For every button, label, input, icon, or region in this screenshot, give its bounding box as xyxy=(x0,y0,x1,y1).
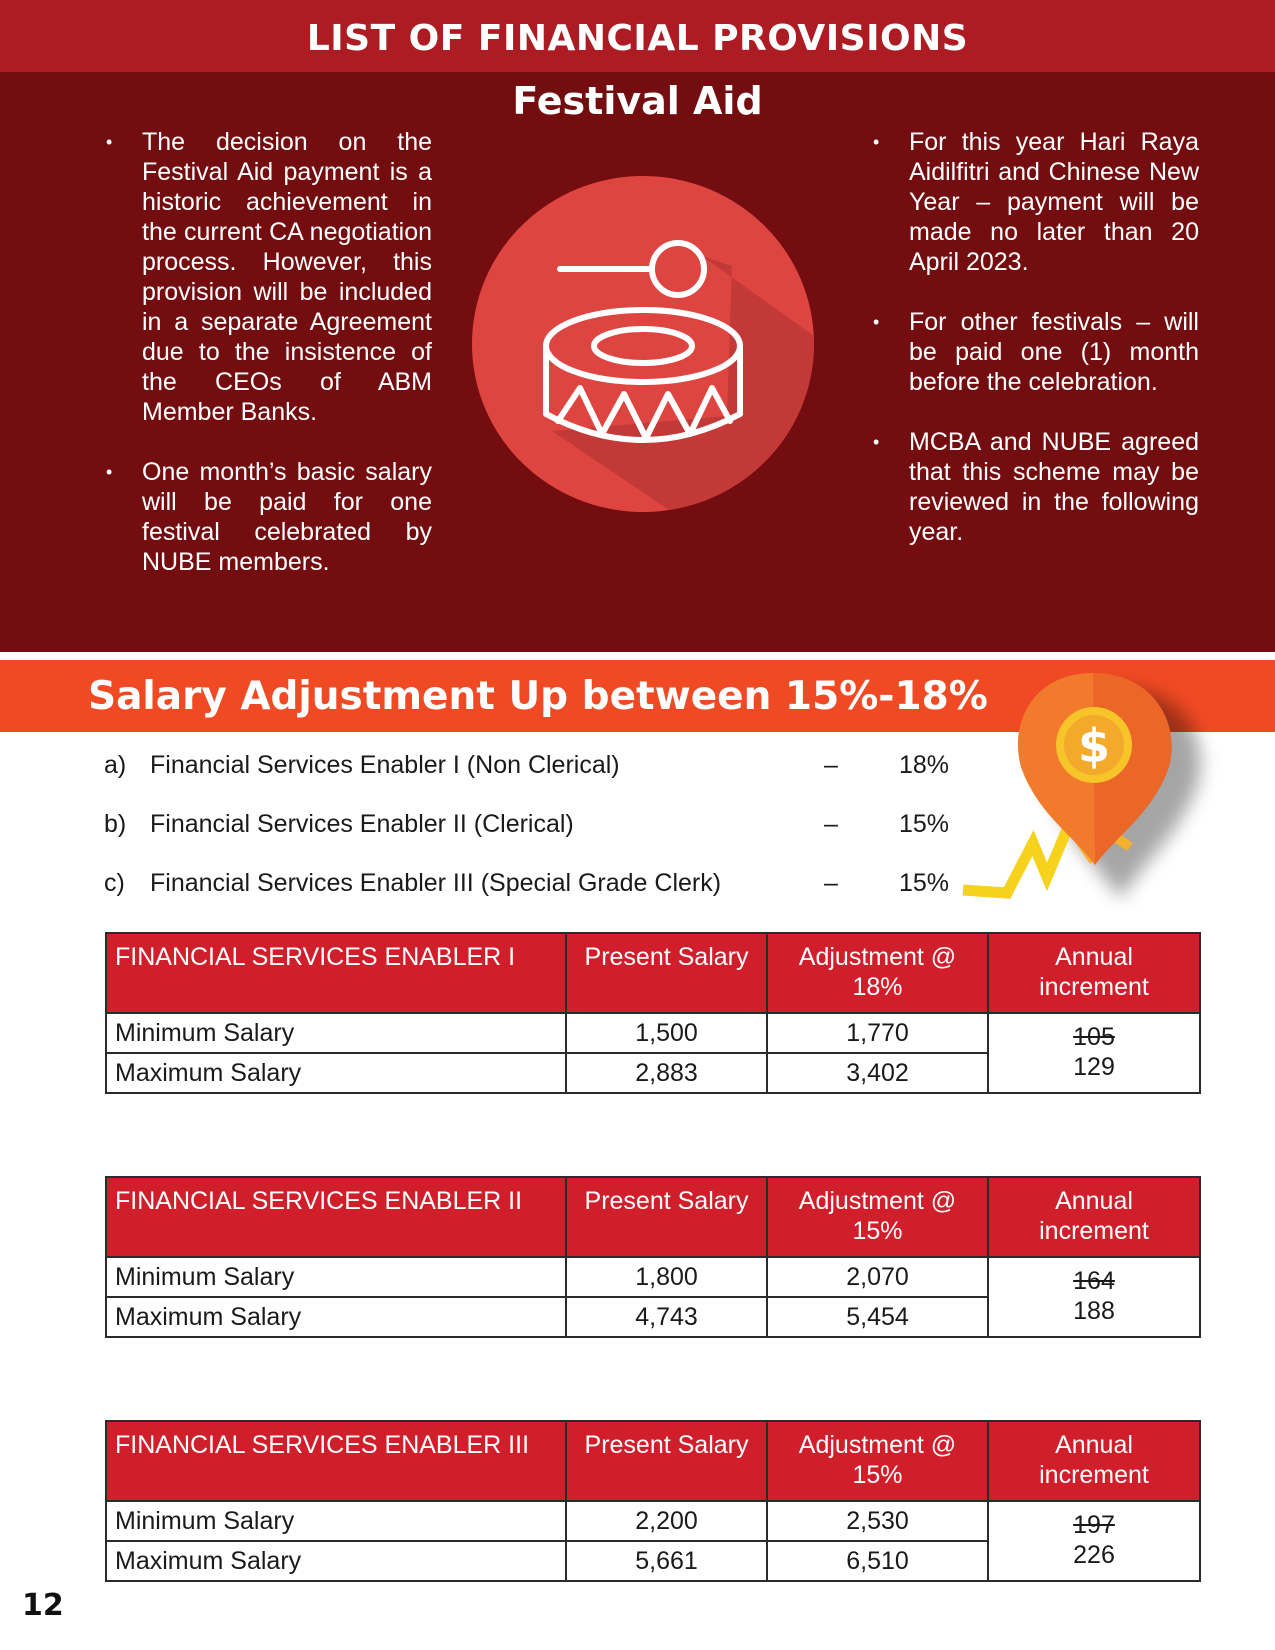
svg-text:$: $ xyxy=(1077,719,1111,773)
row-label: Minimum Salary xyxy=(106,1501,566,1541)
old-increment: 197 xyxy=(1073,1511,1115,1539)
adjusted-salary: 6,510 xyxy=(767,1541,988,1581)
adjustment-item xyxy=(104,750,964,809)
salary-table-enabler-1 xyxy=(105,932,1201,1094)
table-row xyxy=(106,1501,1200,1541)
column-header: Annual increment xyxy=(988,1421,1200,1501)
present-salary: 1,500 xyxy=(566,1013,767,1053)
drum-icon xyxy=(472,176,814,512)
adjustment-percent: 15% xyxy=(899,869,950,897)
adjustment-letter: c) xyxy=(104,869,125,897)
adjusted-salary: 2,070 xyxy=(767,1257,988,1297)
present-salary: 2,200 xyxy=(566,1501,767,1541)
table-row xyxy=(106,1013,1200,1053)
dollar-location-pin-icon xyxy=(955,665,1245,935)
adjustment-letter: a) xyxy=(104,751,127,779)
row-label: Maximum Salary xyxy=(106,1541,566,1581)
present-salary: 4,743 xyxy=(566,1297,767,1337)
column-header: Present Salary xyxy=(566,1421,767,1501)
adjustment-letter: b) xyxy=(104,810,127,838)
bullet-item: • The decision on the Festival Aid payment is a historic achievement in the current CA negotiation process. However, this provision will be included in a separate Agreement due to the insistence of the CEOs of ABM Member Banks. xyxy=(142,127,432,427)
present-salary: 1,800 xyxy=(566,1257,767,1297)
salary-section-title: Salary Adjustment Up between 15%-18% xyxy=(88,674,988,719)
adjustment-percent: 15% xyxy=(899,810,950,838)
salary-table-enabler-2 xyxy=(105,1176,1201,1338)
old-increment: 105 xyxy=(1073,1023,1115,1051)
adjusted-salary: 3,402 xyxy=(767,1053,988,1093)
column-header: FINANCIAL SERVICES ENABLER II xyxy=(106,1177,566,1257)
new-increment: 188 xyxy=(1073,1297,1115,1325)
column-header: Adjustment @ 15% xyxy=(767,1177,988,1257)
table-header-row xyxy=(106,1421,1200,1501)
page-title: LIST OF FINANCIAL PROVISIONS xyxy=(306,18,969,59)
bullet-item: • One month’s basic salary will be paid for one festival celebrated by NUBE members. xyxy=(142,457,432,577)
adjustment-item xyxy=(104,868,964,927)
adjusted-salary: 5,454 xyxy=(767,1297,988,1337)
column-header: Annual increment xyxy=(988,1177,1200,1257)
table-header-row xyxy=(106,933,1200,1013)
new-increment: 129 xyxy=(1073,1053,1115,1081)
festival-right-bullets xyxy=(909,127,1199,577)
old-increment: 164 xyxy=(1073,1267,1115,1295)
present-salary: 5,661 xyxy=(566,1541,767,1581)
bullet-item: • For other festivals – will be paid one (1) month before the celebration. xyxy=(909,307,1199,397)
annual-increment xyxy=(988,1013,1200,1093)
bullet-item: • For this year Hari Raya Aidilfitri and Chinese New Year – payment will be made no later than 20 April 2023. xyxy=(909,127,1199,277)
festival-left-bullets xyxy=(142,127,432,607)
adjustment-label: Financial Services Enabler III (Special Grade Clerk) xyxy=(150,869,722,897)
adjustment-dash: – xyxy=(824,751,838,779)
row-label: Minimum Salary xyxy=(106,1257,566,1297)
column-header: FINANCIAL SERVICES ENABLER III xyxy=(106,1421,566,1501)
annual-increment xyxy=(988,1257,1200,1337)
festival-aid-title: Festival Aid xyxy=(512,79,763,123)
adjustment-list xyxy=(104,750,964,927)
adjusted-salary: 1,770 xyxy=(767,1013,988,1053)
adjustment-label: Financial Services Enabler I (Non Clerical) xyxy=(150,751,620,779)
adjustment-item xyxy=(104,809,964,868)
adjustment-label: Financial Services Enabler II (Clerical) xyxy=(150,810,574,838)
new-increment: 226 xyxy=(1073,1541,1115,1569)
page-header xyxy=(0,0,1275,72)
column-header: Adjustment @ 18% xyxy=(767,933,988,1013)
column-header: Present Salary xyxy=(566,933,767,1013)
row-label: Maximum Salary xyxy=(106,1297,566,1337)
column-header: Present Salary xyxy=(566,1177,767,1257)
row-label: Minimum Salary xyxy=(106,1013,566,1053)
salary-table-enabler-3 xyxy=(105,1420,1201,1582)
bullet-item: • MCBA and NUBE agreed that this scheme may be reviewed in the following year. xyxy=(909,427,1199,547)
section-divider xyxy=(0,652,1275,660)
adjustment-percent: 18% xyxy=(899,751,950,779)
present-salary: 2,883 xyxy=(566,1053,767,1093)
table-row xyxy=(106,1257,1200,1297)
table-header-row xyxy=(106,1177,1200,1257)
adjustment-dash: – xyxy=(824,810,838,838)
column-header: Annual increment xyxy=(988,933,1200,1013)
row-label: Maximum Salary xyxy=(106,1053,566,1093)
column-header: Adjustment @ 15% xyxy=(767,1421,988,1501)
adjusted-salary: 2,530 xyxy=(767,1501,988,1541)
page-number: 12 xyxy=(22,1588,64,1623)
column-header: FINANCIAL SERVICES ENABLER I xyxy=(106,933,566,1013)
adjustment-dash: – xyxy=(824,869,838,897)
annual-increment xyxy=(988,1501,1200,1581)
